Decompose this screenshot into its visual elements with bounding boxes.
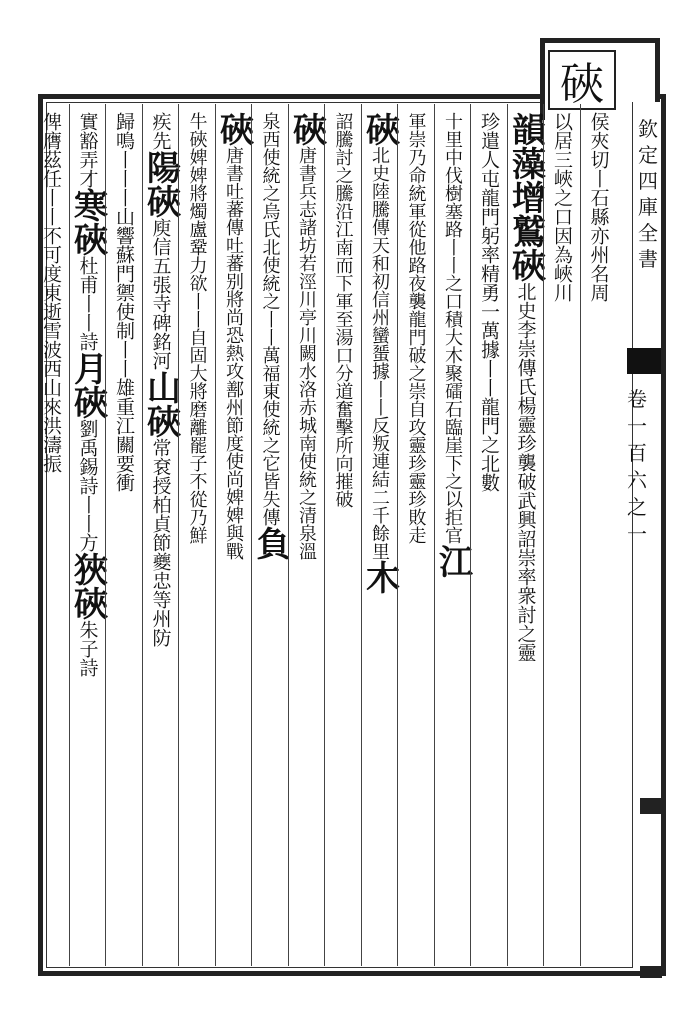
heading-term: 負 [250, 526, 290, 560]
column-text: 詔騰討之騰沿江南而下軍至湯口分道奮擊所向摧破 [332, 112, 354, 508]
text-column [434, 112, 471, 964]
column-text: 禦使制丨丨雄重江關要衝 [113, 283, 136, 492]
column-text: 軍崇乃命統軍從他路夜襲龍門破之崇自攻靈珍靈珍敗走 [405, 112, 427, 544]
margin-mark-bottom [640, 966, 662, 978]
text-column [69, 112, 106, 964]
heading-term: 寒硤 [67, 188, 108, 256]
fish-tail-mark [627, 348, 661, 374]
margin-title: 欽定四庫全書 [638, 117, 658, 271]
heading-term: 硤 [286, 112, 327, 146]
text-column [251, 112, 288, 964]
column-rule [215, 104, 216, 966]
volume-label: 卷一百六之一 [627, 387, 647, 546]
column-text: 東逝雪波西山來 [40, 283, 63, 416]
column-rule [361, 104, 362, 966]
text-column [32, 112, 69, 964]
column-text: 杜甫丨丨詩 [76, 256, 99, 351]
heading-term: 木 [359, 560, 400, 594]
column-rule [470, 104, 471, 966]
text-column [361, 112, 398, 964]
text-column [543, 112, 580, 964]
column-rule [434, 104, 435, 966]
column-text: 唐書兵志諸坊若涇川亭川闕水洛赤城南使統之清泉溫 [296, 146, 318, 560]
text-column [470, 112, 507, 964]
column-text: 牛硤婢婢將燭盧鞏力欲丨丨自固大將磨離罷子不從乃鮮 [186, 112, 208, 544]
column-rule [397, 104, 398, 966]
headword: 硤 [548, 50, 616, 110]
text-column [105, 112, 142, 964]
column-text: 歸 [113, 112, 136, 131]
column-text: 珍遣人屯龍門躬率精勇一萬據丨丨龍門之北數 [478, 112, 501, 492]
column-rule [105, 104, 106, 966]
column-rule [324, 104, 325, 966]
column-rule [543, 104, 544, 966]
heading-term: 韻藻增 [505, 112, 546, 214]
column-text: 侯夾切丨石縣亦州名周 [587, 112, 610, 302]
column-rule [69, 104, 70, 966]
text-column [288, 112, 325, 964]
column-text: 俾膺茲任 [40, 112, 63, 188]
text-column [178, 112, 215, 964]
column-text: 洪濤振 [40, 416, 63, 473]
column-text: 疾先 [149, 112, 172, 150]
text-column [580, 112, 617, 964]
heading-term: 月硤 [67, 351, 108, 419]
column-text: 以居三峽之口因為峽川 [551, 112, 574, 302]
text-column [215, 112, 252, 964]
column-text: 常袞授柏貞節夔忠等州防 [149, 438, 172, 647]
text-column [142, 112, 179, 964]
column-text: 北史陸騰傳天和初信州蠻蜑據丨丨反叛連結二千餘里 [369, 146, 391, 560]
column-text: 劉禹錫詩丨丨方 [76, 419, 99, 552]
column-text: 北史李崇傳氏楊靈珍襲破武興詔崇率衆討之靈 [514, 282, 537, 662]
column-rule [251, 104, 252, 966]
column-rule [507, 104, 508, 966]
heading-term: 硤 [213, 112, 254, 146]
column-rule [178, 104, 179, 966]
column-text: 庾信五張寺碑銘河 [149, 218, 172, 370]
text-column [507, 112, 544, 964]
column-text: 實豁弄才 [76, 112, 99, 188]
column-text: 泉西使統之烏氏北使統之丨丨萬福東使統之它皆失傳 [259, 112, 281, 526]
margin-mark [640, 798, 662, 814]
column-rule [580, 104, 581, 966]
heading-term: 狹硤 [67, 552, 108, 620]
heading-term: 鷲硤 [505, 214, 546, 282]
heading-term: 山硤 [140, 370, 181, 438]
column-text: 十里中伐樹塞路丨丨之口積大木聚礌石臨崖下之以拒官 [442, 112, 464, 544]
column-text: 鳴丨丨丨山響蘇門 [113, 131, 136, 283]
text-column [397, 112, 434, 964]
heading-term: 江 [432, 544, 473, 578]
column-rule [288, 104, 289, 966]
column-text: 唐書吐蕃傳吐蕃别將尚恐熱攻鄯州節度使尚婢婢與戰 [223, 146, 245, 560]
heading-term: 陽硤 [140, 150, 181, 218]
column-rule [142, 104, 143, 966]
column-text: 朱子詩 [76, 620, 99, 677]
column-text: 丨丨不可度 [40, 188, 63, 283]
text-column [324, 112, 361, 964]
heading-term: 硤 [359, 112, 400, 146]
